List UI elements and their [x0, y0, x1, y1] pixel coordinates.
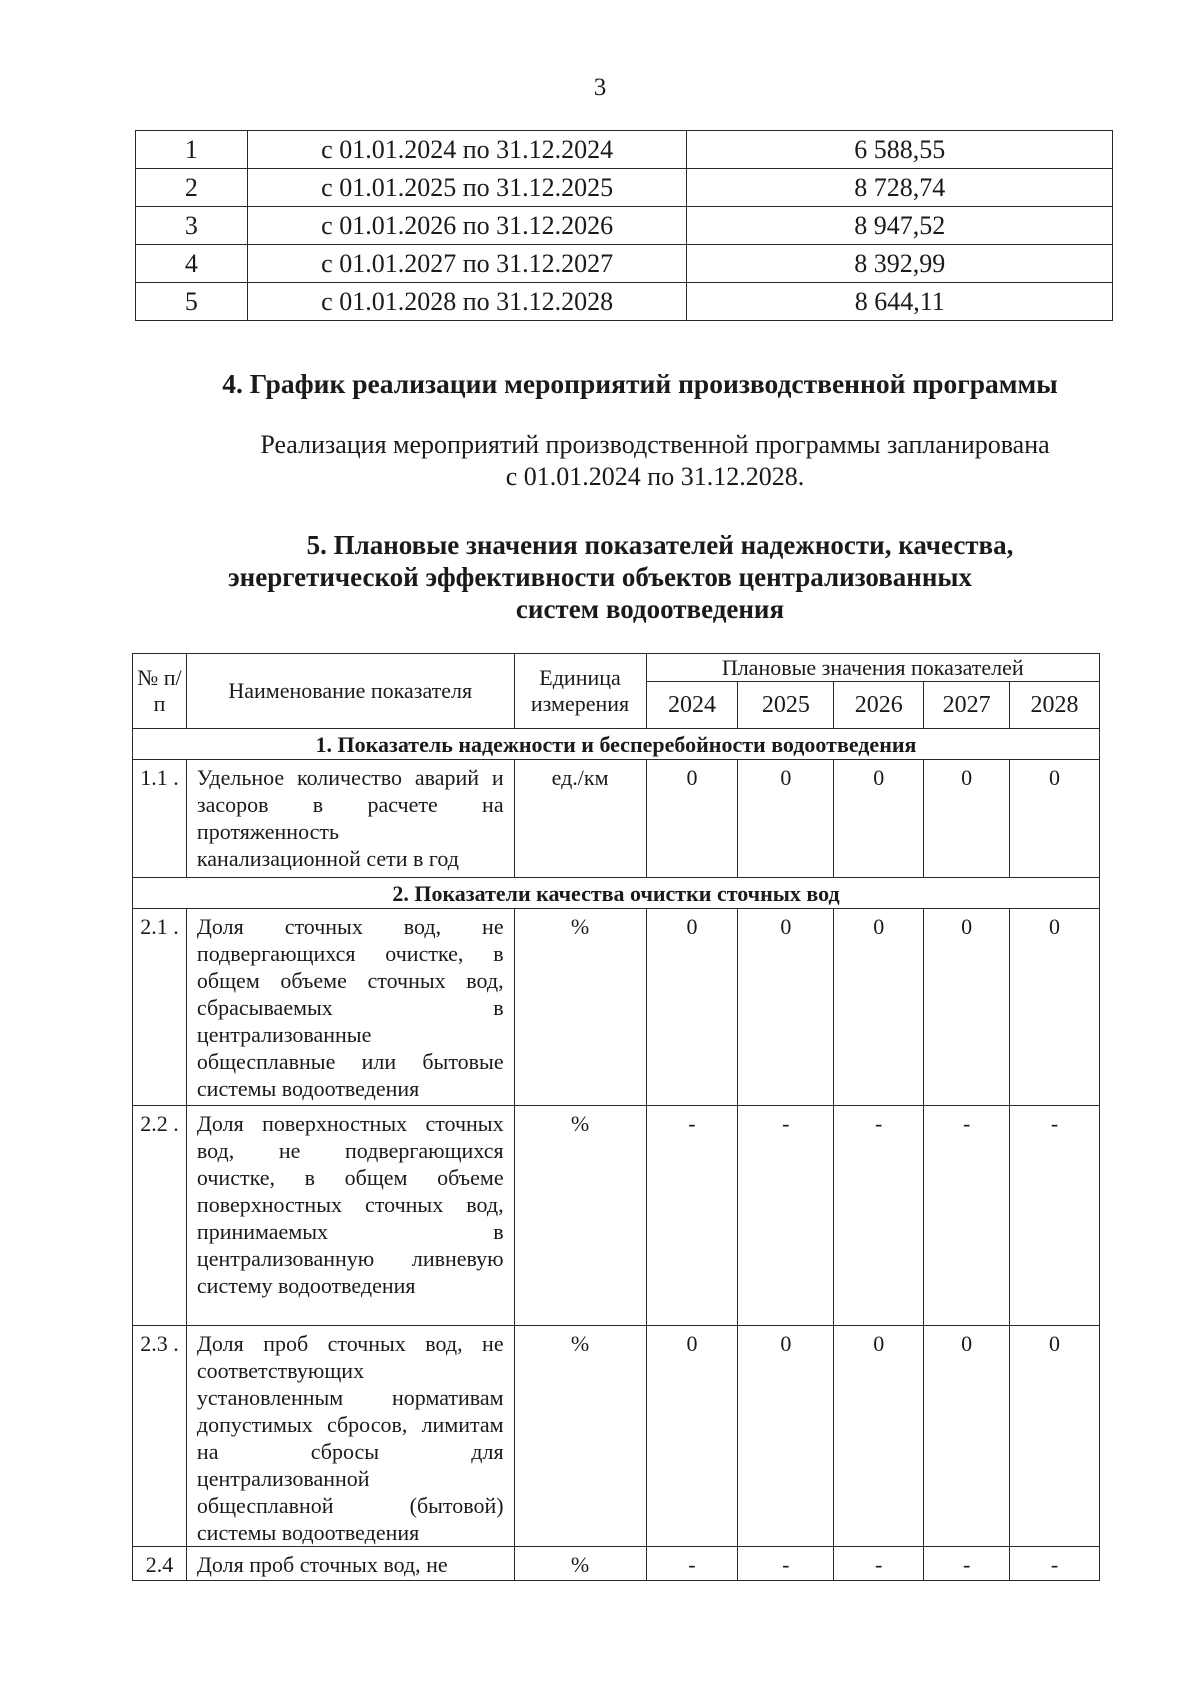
- value-cell: 0: [646, 760, 738, 878]
- table-row: [136, 207, 1113, 245]
- page-number: 3: [593, 74, 607, 101]
- section-5-heading-line-2: энергетической эффективности объектов централизованных: [227, 562, 972, 592]
- value-cell: -: [924, 1547, 1010, 1581]
- table-row: [136, 131, 1113, 169]
- section-4-text-line-2: с 01.01.2024 по 31.12.2028.: [505, 462, 805, 491]
- period-cell: с 01.01.2028 по 31.12.2028: [247, 283, 687, 321]
- header-year: 2024: [646, 682, 738, 729]
- table-row: [133, 1326, 1100, 1547]
- value-cell: -: [834, 1106, 924, 1326]
- header-year: 2027: [924, 682, 1010, 729]
- value-cell: 0: [1010, 1326, 1100, 1547]
- header-number: № п/п: [133, 654, 187, 729]
- value-cell: -: [1010, 1106, 1100, 1326]
- row-number: 2.1 .: [133, 909, 187, 1106]
- tariff-period-table: [135, 130, 1113, 321]
- header-unit: Единица измерения: [514, 654, 646, 729]
- period-cell: с 01.01.2027 по 31.12.2027: [247, 245, 687, 283]
- value-cell: -: [1010, 1547, 1100, 1581]
- header-year: 2028: [1010, 682, 1100, 729]
- value-cell: 0: [924, 1326, 1010, 1547]
- value-cell: 8 644,11: [687, 283, 1113, 321]
- table-row: [136, 283, 1113, 321]
- value-cell: 0: [1010, 909, 1100, 1106]
- period-cell: с 01.01.2024 по 31.12.2024: [247, 131, 687, 169]
- value-cell: -: [738, 1547, 834, 1581]
- table-row: [133, 1106, 1100, 1326]
- value-cell: 0: [738, 909, 834, 1106]
- table-row: [133, 760, 1100, 878]
- indicator-name: Доля проб сточных вод, не соответствующих установленным нормативам допустимых сбросов, лимитам на сбросы для централизованной общесплавной (бытовой) системы водоотведения: [186, 1326, 514, 1547]
- table-row: [133, 1547, 1100, 1581]
- value-cell: 0: [646, 1326, 738, 1547]
- row-number: 4: [136, 245, 248, 283]
- value-cell: 0: [1010, 760, 1100, 878]
- header-year: 2026: [834, 682, 924, 729]
- value-cell: 0: [924, 760, 1010, 878]
- value-cell: 8 392,99: [687, 245, 1113, 283]
- unit-cell: ед./км: [514, 760, 646, 878]
- unit-cell: %: [514, 909, 646, 1106]
- value-cell: 0: [834, 909, 924, 1106]
- row-number: 2.2 .: [133, 1106, 187, 1326]
- section-4-heading: 4. График реализации мероприятий производственной программы: [222, 368, 1058, 399]
- section-4-text-line-1: Реализация мероприятий производственной программы запланирована: [260, 430, 1050, 459]
- row-number: 2.3 .: [133, 1326, 187, 1547]
- table-row: [136, 169, 1113, 207]
- value-cell: 8 728,74: [687, 169, 1113, 207]
- value-cell: 6 588,55: [687, 131, 1113, 169]
- indicator-name: Удельное количество аварий и засоров в расчете на протяженность канализационной сети в год: [186, 760, 514, 878]
- table-row: [136, 245, 1113, 283]
- unit-cell: %: [514, 1326, 646, 1547]
- period-cell: с 01.01.2026 по 31.12.2026: [247, 207, 687, 245]
- row-number: 1: [136, 131, 248, 169]
- section-row: [133, 729, 1100, 760]
- value-cell: 0: [924, 909, 1010, 1106]
- indicators-table: [132, 653, 1100, 1581]
- value-cell: -: [834, 1547, 924, 1581]
- value-cell: 8 947,52: [687, 207, 1113, 245]
- row-number: 5: [136, 283, 248, 321]
- section-1-title: 1. Показатель надежности и бесперебойности водоотведения: [133, 729, 1100, 760]
- header-year: 2025: [738, 682, 834, 729]
- header-plan-values: Плановые значения показателей: [646, 654, 1100, 682]
- indicator-name: Доля поверхностных сточных вод, не подвергающихся очистке, в общем объеме поверхностных сточных вод, принимаемых в централизованную ливневую систему водоотведения: [186, 1106, 514, 1326]
- row-number: 3: [136, 207, 248, 245]
- indicator-name: Доля сточных вод, не подвергающихся очистке, в общем объеме сточных вод, сбрасываемых в централизованные общесплавные или бытовые системы водоотведения: [186, 909, 514, 1106]
- period-cell: с 01.01.2025 по 31.12.2025: [247, 169, 687, 207]
- section-2-title: 2. Показатели качества очистки сточных вод: [133, 878, 1100, 909]
- value-cell: -: [924, 1106, 1010, 1326]
- row-number: 2: [136, 169, 248, 207]
- value-cell: -: [646, 1106, 738, 1326]
- unit-cell: %: [514, 1547, 646, 1581]
- section-row: [133, 878, 1100, 909]
- section-5-heading-line-1: 5. Плановые значения показателей надежности, качества,: [306, 530, 1014, 560]
- value-cell: 0: [834, 1326, 924, 1547]
- row-number: 1.1 .: [133, 760, 187, 878]
- value-cell: -: [646, 1547, 738, 1581]
- value-cell: 0: [738, 1326, 834, 1547]
- row-number: 2.4: [133, 1547, 187, 1581]
- table-row: [133, 909, 1100, 1106]
- value-cell: 0: [646, 909, 738, 1106]
- value-cell: 0: [738, 760, 834, 878]
- section-5-heading-line-3: систем водоотведения: [515, 594, 785, 624]
- value-cell: -: [738, 1106, 834, 1326]
- indicator-name: Доля проб сточных вод, не: [186, 1547, 514, 1581]
- unit-cell: %: [514, 1106, 646, 1326]
- value-cell: 0: [834, 760, 924, 878]
- header-name: Наименование показателя: [186, 654, 514, 729]
